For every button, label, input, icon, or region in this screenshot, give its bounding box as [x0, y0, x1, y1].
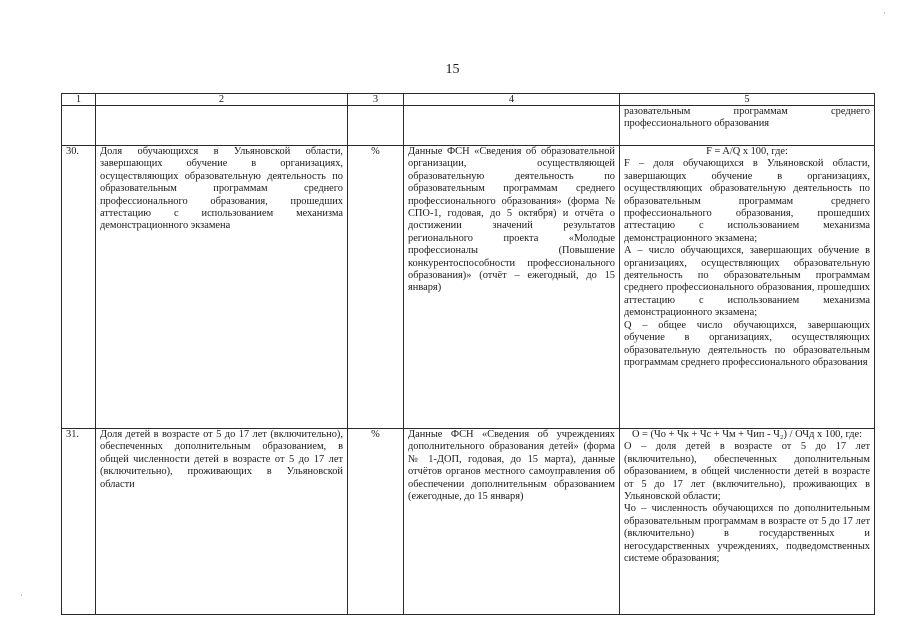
- column-header: 2: [96, 94, 348, 106]
- column-header: 3: [348, 94, 404, 106]
- empty-cell: [404, 106, 620, 146]
- indicators-table: [61, 93, 875, 615]
- table-row: [62, 429, 875, 615]
- continuation-text: разовательным программам среднего профессионального образования: [620, 106, 875, 146]
- column-header: 1: [62, 94, 96, 106]
- data-source: Данные ФСН «Сведения об учреждениях дополнительного образования детей» (форма № 1-ДОП, годовая, до 15 марта), данные отчётов органов местного самоуправления об обеспечении дополнительным образованием (ежегодные, до 15 января): [404, 429, 620, 615]
- formula: О = (Чо + Чк + Чс + Чм + Чип - Ч₂) / ОЧд х 100, где:: [631, 429, 863, 440]
- table-row-continuation: [62, 106, 875, 146]
- table-row: [62, 146, 875, 429]
- calculation-method: [620, 146, 875, 429]
- formula-definition: F – доля обучающихся в Ульяновской области, завершающих обучение в организациях, осуществляющих образовательную деятельность по образовательным программам среднего профессионального образования, прошедших аттестацию с использованием механизма демонстрационного экзамена;: [624, 158, 870, 244]
- formula: F = A/Q x 100, где:: [706, 146, 788, 157]
- unit-of-measure: %: [348, 429, 404, 615]
- data-source: Данные ФСН «Сведения об образовательной организации, осуществляющей образовательную деятельность по образовательным программам среднего профессионального образования» (форма № СПО-1, годовая, до 5 октября) и отчёта о достижении значений результатов регионального проекта «Молодые профессионалы (Повышение конкурентоспособности профессионального образования)» (отчёт – ежегодный, до 15 января): [404, 146, 620, 429]
- calculation-method: [620, 429, 875, 615]
- empty-cell: [62, 106, 96, 146]
- formula-definition: Q – общее число обучающихся, завершающих обучение в организациях, осуществляющих образовательную деятельность по образовательным программам среднего профессионального образования: [624, 319, 870, 368]
- empty-cell: [96, 106, 348, 146]
- indicator-name: Доля обучающихся в Ульяновской области, завершающих обучение в организациях, осуществляющих образовательную деятельность по образовательным программам среднего профессионального образования, прошедших аттестацию с использованием механизма демонстрационного экзамена: [96, 146, 348, 429]
- empty-cell: [348, 106, 404, 146]
- scan-artifact: ·: [883, 8, 886, 18]
- row-number: 31.: [62, 429, 96, 615]
- row-number: 30.: [62, 146, 96, 429]
- unit-of-measure: %: [348, 146, 404, 429]
- table-header-row: [62, 94, 875, 106]
- formula-definition: А – число обучающихся, завершающих обучение в организациях, осуществляющих образовательную деятельность по образовательным программам среднего профессионального образования, прошедших аттестацию с использованием механизма демонстрационного экзамена;: [624, 245, 870, 319]
- indicator-name: Доля детей в возрасте от 5 до 17 лет (включительно), обеспеченных дополнительным образованием, в общей численности детей в возрасте от 5 до 17 лет (включительно), проживающих в Ульяновской области: [96, 429, 348, 615]
- formula-definition: О – доля детей в возрасте от 5 до 17 лет (включительно), обеспеченных дополнительным образованием, в общей численности детей в возрасте от 5 до 17 лет (включительно), проживающих в Ульяновской области;: [624, 441, 870, 503]
- column-header: 5: [620, 94, 875, 106]
- formula-definition: Чо – численность обучающихся по дополнительным образовательным программам в возрасте от 5 до 17 лет (включительно) в государственных и негосударственных учреждениях, подведомственных системе образования;: [624, 503, 870, 565]
- scan-artifact: ·: [20, 590, 23, 600]
- page-number: 15: [445, 62, 460, 77]
- column-header: 4: [404, 94, 620, 106]
